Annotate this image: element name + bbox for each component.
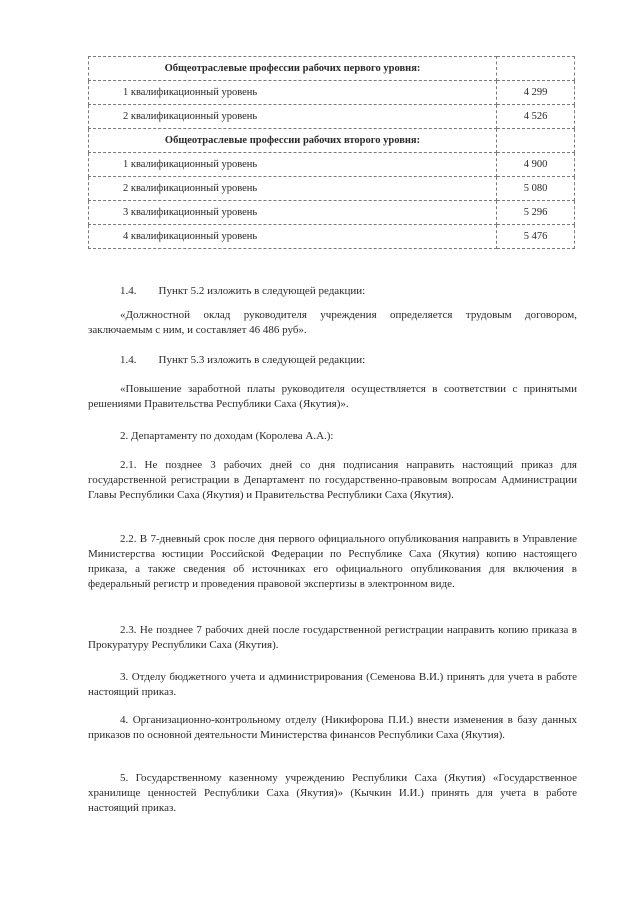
table-row [89, 153, 575, 177]
qualification-level-cell: 1 квалификационный уровень [89, 81, 497, 105]
paragraph-salary-quote: «Должностной оклад руководителя учреждения определяется трудовым договором, заключаемым с ним, и составляет 46 486 руб». [88, 309, 577, 336]
table-row [89, 81, 575, 105]
paragraph-3: 3. Отделу бюджетного учета и администрирования (Семенова В.И.) принять для учета в работе настоящий приказ. [88, 671, 577, 698]
qualification-level-cell: 3 квалификационный уровень [89, 201, 497, 225]
table-row [89, 225, 575, 249]
salary-amount-cell: 4 299 [497, 81, 575, 105]
salary-amount-cell: 5 476 [497, 225, 575, 249]
table-row [89, 201, 575, 225]
section-title-cell: Общеотраслевые профессии рабочих первого уровня: [89, 57, 497, 81]
paragraph-4: 4. Организационно-контрольному отделу (Никифорова П.И.) внести изменения в базу данных приказов по основной деятельности Министерства финансов Республики Саха (Якутия). [88, 714, 577, 741]
paragraph-2-department: 2. Департаменту по доходам (Королева А.А.): [120, 430, 334, 442]
paragraph-1-4-clause-5-2: 1.4. Пункт 5.2 изложить в следующей редакции: [120, 285, 366, 297]
table-row [89, 177, 575, 201]
section-title-cell: Общеотраслевые профессии рабочих второго уровня: [89, 129, 497, 153]
table-section-header [89, 129, 575, 153]
salary-amount-cell: 5 296 [497, 201, 575, 225]
qualification-level-cell: 2 квалификационный уровень [89, 177, 497, 201]
salary-amount-cell: 5 080 [497, 177, 575, 201]
salary-table [88, 56, 575, 249]
paragraph-2-1: 2.1. Не позднее 3 рабочих дней со дня подписания направить настоящий приказ для государственной регистрации в Департамент по государственно-правовым вопросам Администрации Главы Республики Саха (Якутия) и Правительства Республики Саха (Якутия). [88, 459, 577, 501]
table-section-header [89, 57, 575, 81]
qualification-level-cell: 2 квалификационный уровень [89, 105, 497, 129]
salary-amount-cell [497, 129, 575, 153]
salary-amount-cell: 4 526 [497, 105, 575, 129]
paragraph-1-4-clause-5-3: 1.4. Пункт 5.3 изложить в следующей редакции: [120, 354, 366, 366]
qualification-level-cell: 1 квалификационный уровень [89, 153, 497, 177]
paragraph-raise-quote: «Повышение заработной платы руководителя осуществляется в соответствии с принятыми решениями Правительства Республики Саха (Якутия)». [88, 383, 577, 410]
qualification-level-cell: 4 квалификационный уровень [89, 225, 497, 249]
paragraph-2-2: 2.2. В 7-дневный срок после дня первого официального опубликования направить в Управление Министерства юстиции Российской Федерации по Республике Саха (Якутия) копию настоящего приказа, а также сведения об источниках его официального опубликования для включения в федеральный регистр и проведения правовой экспертизы в электронном виде. [88, 533, 577, 590]
paragraph-5: 5. Государственному казенному учреждению Республики Саха (Якутия) «Государственное хранилище ценностей Республики Саха (Якутия)» (Кычкин И.И.) принять для учета в работе настоящий приказ. [88, 772, 577, 814]
table-row [89, 105, 575, 129]
salary-amount-cell [497, 57, 575, 81]
paragraph-2-3: 2.3. Не позднее 7 рабочих дней после государственной регистрации направить копию приказа в Прокуратуру Республики Саха (Якутия). [88, 624, 577, 651]
salary-amount-cell: 4 900 [497, 153, 575, 177]
